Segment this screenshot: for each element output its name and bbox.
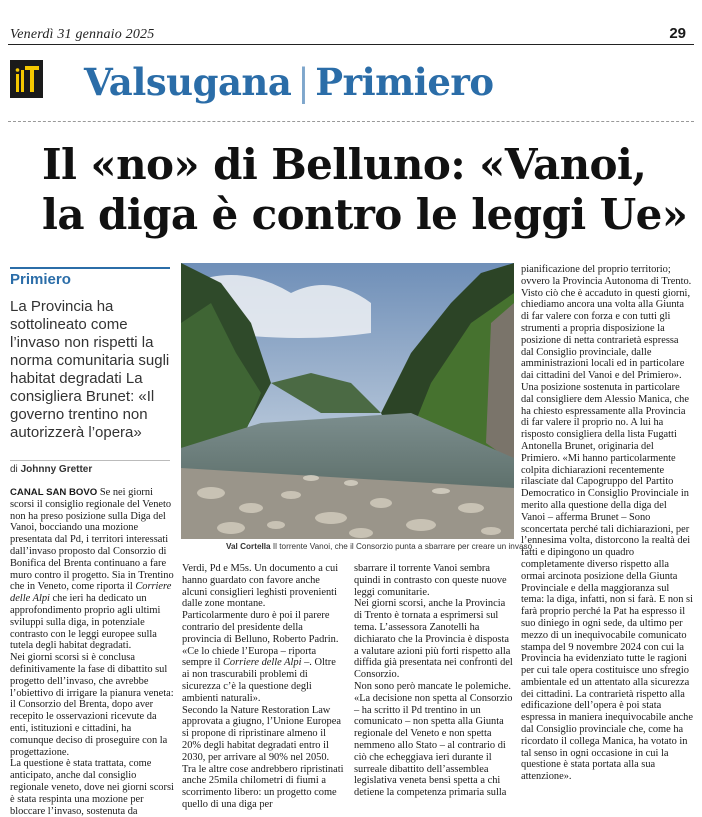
photo-caption [226,542,533,551]
summary: La Provincia ha sottolineato come l’invaso non rispetti la norma comunitaria sugli habitat degradati La consigliera Brunet: «Il governo trentino non autorizzerà l’opera» [10,298,170,441]
paragraph-text: –. Oltre ai non trascurabili problemi di sicurezza c’è la questione degli ambienti naturali». [182,657,336,704]
issue-date: Venerdì 31 gennaio 2025 [10,27,155,42]
caption-text: Il torrente Vanoi, che il Consorzio punta a sbarrare per creare un invaso [272,542,533,551]
header-rule [8,44,694,45]
byline-rule [10,460,170,461]
paragraph-text: che ieri ha dedicato un approfondimento proprio agli ultimi sviluppi sulla diga, in potenziale contrasto con le leggi europee sulla tutela degli habitat degradati. [10,593,161,652]
paragraph: Una posizione sostenuta in particolare dal consigliere dem Alessio Manica, che ha chiesto espressamente alla Provincia di far valere il proprio no. A lui ha risposto consigliera della lista Fugatti Antonella Brunet, originaria del Primiero. «Mi hanno particolarmente colpita dichiarazioni recentemente rilasciate dal Capogruppo del Partito Democratico in Consiglio Provinciale in merito alla questione della diga del Vanoi – afferma Brunet – Sono sconcertata perché tali dichiarazioni, per l’ennesima volta, distorcono la realtà dei fatti e dipingono un quadro completamente diverso rispetto alla ormai arcinota posizione della Giunta Provinciale e della maggioranza sul tema: la diga, infatti, non si farà. E non si farà proprio perché la Pat ha espresso il suo diniego in ogni sede, da ultimo per mezzo di un inequivocabile comunicato stampa del 9 novembre 2024 con cui la Provincia ha evidenziato tutte le ragioni per cui tale opera costituisce uno sfregio ambientale ed un attentato alla sicurezza dei cittadini. La contrarietà rispetto alla edificazione dell’opera è poi stata espressa in maniera inequivocabile anche dal Consiglio provinciale che, come ha ricordato il collega Manica, ha votato in tal senso in ogni occasione in cui la questione è stata portata alla sua attenzione». [521,381,693,783]
section-primiero: Primiero [315,60,494,104]
section-valsugana: Valsugana [84,60,292,104]
section-rule [8,121,694,122]
paragraph-text: Se nei giorni scorsi il consiglio regionale del Veneto non ha preso posizione sulla Diga del Vanoi, bocciando una mozione presentata dal Pd, i territori interessati dall’invaso proposto dal Consorzio di Bonifica del Brenta continuano a fare muro contro il progetto. Sia in Trentino che in Veneto, come riporta il [10,487,174,593]
paragraph: Secondo la Nature Restoration Law approvata a giugno, l’Unione Europea si propone di ripristinare almeno il 20% degli habitat degradati entro il 2030, per arrivare al 90% nel 2050. Tra le altre cose andrebbero ripristinati anche 25mila chilometri di fiumi a scorrimento libero: un progetto come quello di una diga per [182,704,344,810]
publication-name: Corriere delle Alpi [222,657,302,669]
author-name: Johnny Gretter [20,464,93,475]
byline-prefix: di [10,464,18,475]
kicker-rule [10,267,170,269]
paragraph: Non sono però mancate le polemiche. «La decisione non spetta al Consorzio – ha scritto il Pd trentino in un comunicato – non spetta alla Giunta regionale del Veneto e non spetta nemmeno allo Stato – al contrario di ciò che echeggiava ieri durante il surreale dibattito dell’assemblea legislativa veneta bensì spetta a chi detiene la competenza primaria sulla [354,680,513,799]
section-separator: | [297,61,310,104]
paragraph [182,610,344,704]
paragraph: La questione è stata trattata, come anticipato, anche dal consiglio regionale veneto, dove nei giorni scorsi è stata respinta una mozione per bloccare l’invaso, sostenuta da [10,758,174,817]
paragraph: Nei giorni scorsi si è conclusa definitivamente la fase di dibattito sul progetto dell’invaso, che avrebbe l’obiettivo di irrigare la pianura veneta: il Consorzio del Brenta, dopo aver recepito le osservazioni ricevute da enti, istituzioni e cittadini, ha comunque deciso di proseguire con la progettazione. [10,652,174,758]
paragraph [10,487,175,652]
headline [42,140,702,240]
article-column-4 [521,264,693,783]
paragraph: pianificazione del proprio territorio; ovvero la Provincia Autonoma di Trento. Visto ciò che è accaduto in questi giorni, chiediamo ancora una volta alla Giunta di far valere con forza e con tutti gli strumenti a propria disposizione la posizione di netta contrarietà espressa dal Consiglio provinciale, dalle amministrazioni locali ed in particolare dai cittadini del Vanoi e del Primiero». [521,264,692,382]
publication-name: Corriere delle Alpi [10,581,172,605]
river-photo-illustration [181,263,514,539]
section-title [84,60,494,104]
article-column-1 [10,487,175,817]
page-number: 29 [669,25,686,42]
paragraph: sbarrare il torrente Vanoi sembra quindi in contrasto con queste nuove leggi comunitarie. [354,563,507,598]
newspaper-logo [10,60,43,98]
paragraph: Verdi, Pd e M5s. Un documento a cui hanno guardato con favore anche alcuni consiglieri leghisti provenienti dalle zone montane. [182,563,339,610]
headline-line-2: la diga è contro le leggi Ue» [42,190,688,239]
dateline: CANAL SAN BOVO [10,487,98,498]
article-column-3 [354,563,514,799]
paragraph-text: Particolarmente duro è poi il parere contrario del presidente della provincia di Belluno, Roberto Padrin. «Ce lo chiede l’Europa – riporta sempre il [182,610,339,669]
article-column-2 [182,563,344,811]
river-photo [181,263,514,539]
paragraph: Nei giorni scorsi, anche la Provincia di Trento è tornata a esprimersi sul tema. L’assessora Zanotelli ha dichiarato che la Provincia è disposta a valutare azioni più forti rispetto alla diffida già presentata nei confronti del Consorzio. [354,598,513,681]
byline [10,464,92,475]
headline-line-1: Il «no» di Belluno: «Vanoi, [42,140,647,189]
caption-place: Val Cortella [226,542,271,551]
kicker: Primiero [10,271,71,288]
